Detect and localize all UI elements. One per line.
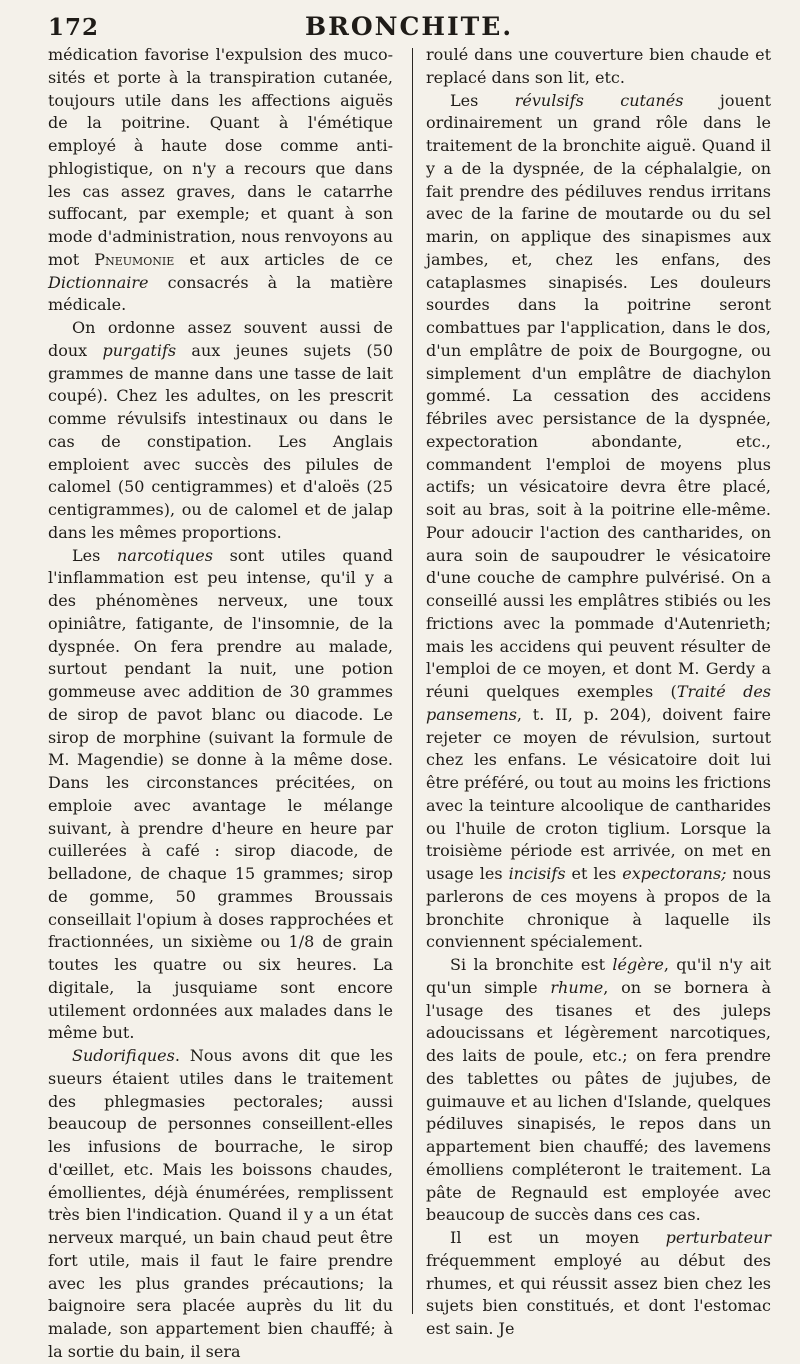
text-run: sont utiles quand l'inflammation est peu intense, qu'il y a des phénomènes nerveux, une toux opiniâtre, fatigante, de l'insomnie, de la dyspnée. On fera prendre au malade, surtout pendant la nuit, une potion gommeuse avec addition de 30 grammes de sirop de pavot blanc ou diacode. Le sirop de morphine (suivant la formule de M. Magendie) se donne à la même dose. Dans les circonstances précitées, on emploie avec avantage le mélange suivant, à prendre d'heure en heure par cuillerées à café : sirop diacode, de belladone, de chaque 15 grammes; sirop de gomme, 50 grammes Broussais conseillait l'opium à doses rapprochées et fractionnées, un sixième ou 1/8 de grain toutes les quatre ou six heures. La digitale, la jusquiame sont encore utilement ordonnées aux malades dans le même but. [48, 545, 393, 1043]
text-run: consacrés à la matière médicale. [48, 272, 393, 315]
italic-term: narcotiques [117, 545, 213, 565]
italic-term: légère [612, 955, 664, 974]
text-run: On ordonne assez souvent aussi de doux [48, 318, 393, 360]
text-run: et aux articles de ce [174, 249, 393, 269]
text-run: . Nous avons dit que les sueurs étaient utiles dans le traitement des phlegmasies pectorales; aussi beaucoup de personnes conseillent-elles les infusions de bourrache, le sirop d'œillet, etc. Mais les boissons chaudes, émollientes, déjà énumérées, remplissent très bien l'indication. Quand il y a un état nerveux marqué, un bain chaud peut être fort utile, mais il faut le faire prendre avec les plus grandes précautions; la baignoire sera placée auprès du lit du malade, son appartement bien chauffé; à la sortie du bain, il sera [48, 1046, 393, 1361]
italic-term: révulsifs cutanés [514, 90, 684, 110]
text-run: Les [450, 90, 515, 110]
column-divider [412, 48, 413, 1314]
paragraph [426, 954, 771, 1227]
text-run: , t. II, p. 204), doivent faire rejeter ce moyen de révulsion, surtout chez les enfans. Le vésicatoire doit lui être préféré, ou tout au moins les frictions avec la teinture alcoolique de cantharides ou l'huile de croton tiglium. Lorsque la troisième période est arrivée, on met en usage les [426, 704, 771, 883]
right-column [426, 44, 771, 1341]
italic-term: perturbateur [665, 1228, 771, 1247]
paragraph [48, 545, 393, 1046]
paragraph [48, 44, 393, 317]
paragraph [48, 1045, 393, 1364]
italic-term: Traité des pansemens [426, 682, 772, 724]
text-run: Si la bronchite est [450, 955, 613, 974]
text-run: , qu'il n'y ait qu'un simple [426, 955, 772, 997]
text-run: nous parlerons de ces moyens à propos de la bronchite chronique à laquelle ils conviennent spécialement. [426, 864, 771, 952]
text-run: Il est un moyen [450, 1228, 666, 1247]
text-run: médication favorise l'expulsion des muco-sités et porte à la transpiration cutanée, toujours utile dans les affections aiguës de la poitrine. Quant à l'émétique employé à haute dose comme anti-phlogistique, on n'y a recours que dans les cas assez graves, dans le catarrhe suffocant, par exemple; et quant à son mode d'administration, nous renvoyons au mot [48, 45, 393, 269]
italic-term: incisifs [508, 864, 566, 883]
paragraph [426, 44, 771, 90]
italic-term: rhume [550, 977, 604, 997]
text-run: aux jeunes sujets (50 grammes de manne dans une tasse de lait coupé). Chez les adultes, on les prescrit comme révulsifs intestinaux ou dans le cas de constipation. Les Anglais emploient avec succès des pilules de calomel (50 centigrammes) et d'aloës (25 centigrammes), ou de calomel et de jalap dans les mêmes proportions. [48, 340, 393, 542]
italic-term: purgatifs [102, 340, 177, 360]
text-run: Les [72, 545, 118, 565]
paragraph [48, 317, 393, 545]
text-run: jouent ordinairement un grand rôle dans le traitement de la bronchite aiguë. Quand il y a de la dyspnée, de la céphalalgie, on fait prendre des pédiluves rendus irritans avec de la farine de moutarde ou du sel marin, on applique des sinapismes aux jambes, et, chez les enfans, des cataplasmes sinapisés. Les douleurs sourdes dans la poitrine seront combattues par l'application, dans le dos, d'un emplâtre de poix de Bourgogne, ou simplement d'un emplâtre de diachylon gommé. La cessation des accidens fébriles avec persistance de la dyspnée, expectoration abondante, etc., commandent l'emploi de moyens plus actifs; un vésicatoire devra être placé, soit au bras, soit à la poitrine elle-même. Pour adoucir l'action des cantharides, on aura soin de saupoudrer le vésicatoire d'une couche de camphre pulvérisé. On a conseillé aussi les emplâtres stibiés ou les frictions avec la pommade d'Autenrieth; mais les accidens qui peuvent résulter de l'emploi de ce moyen, et dont M. Gerdy a réuni quelques exemples ( [426, 90, 771, 701]
page-header [48, 6, 770, 44]
paragraph [426, 90, 771, 955]
running-title: BRONCHITE. [304, 12, 514, 41]
small-caps-term: Pneumonie [94, 249, 175, 269]
paragraph [426, 1227, 771, 1341]
text-run: , on se bornera à l'usage des tisanes et des juleps adoucissans et légèrement narcotiques, des laits de poule, etc.; on fera prendre des tablettes ou pâtes de jujubes, de guimauve et au lichen d'Islande, quelques pédiluves sinapisés, le repos dans un appartement bien chauffé; des lavemens émolliens compléteront le traitement. La pâte de Regnauld est employée avec beaucoup de succès dans ces cas. [426, 977, 771, 1225]
italic-term: Dictionnaire [48, 272, 149, 292]
italic-term: Sudorifiques [72, 1046, 175, 1065]
italic-term: expectorans; [622, 864, 727, 883]
text-run: roulé dans une couverture bien chaude et replacé dans son lit, etc. [426, 45, 771, 87]
text-run: fréquemment employé au début des rhumes, et qui réussit assez bien chez les sujets bien constitués, et dont l'estomac est sain. Je [426, 1250, 771, 1338]
page-number: 172 [48, 14, 100, 41]
text-run: et les [565, 864, 623, 883]
left-column [48, 44, 393, 1364]
